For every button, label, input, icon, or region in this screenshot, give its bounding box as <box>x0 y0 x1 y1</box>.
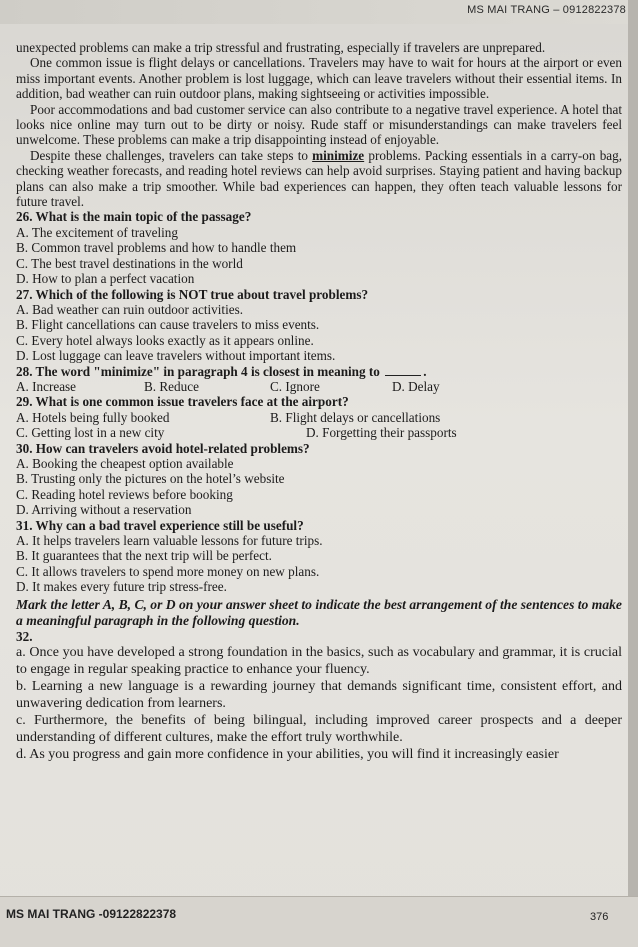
options-row-1 <box>16 410 622 425</box>
option-c: C. Reading hotel reviews before booking <box>16 486 233 502</box>
option-b: B. Flight delays or cancellations <box>270 409 441 425</box>
option-b: B. Flight cancellations can cause travelers to miss events. <box>16 317 320 333</box>
question-stem: 29. What is one common issue travelers face at the airport? <box>16 394 349 410</box>
option-d: D. It makes every future trip stress-free. <box>16 579 227 595</box>
question-number: 32. <box>16 628 33 644</box>
question-26 <box>16 209 622 286</box>
question-stem: 27. Which of the following is NOT true about travel problems? <box>16 286 369 302</box>
question-30 <box>16 441 622 518</box>
option-d: D. Delay <box>392 378 440 394</box>
option-b: B. Trusting only the pictures on the hotel’s website <box>16 471 285 487</box>
page-edge <box>628 0 638 946</box>
question-stem <box>16 364 622 379</box>
answer-blank <box>385 375 421 376</box>
sentence-d: d. As you progress and gain more confidence in your abilities, you will find it increasingly easier <box>16 747 559 763</box>
p4-before: Despite these challenges, travelers can take steps to <box>30 147 308 163</box>
option-d: D. Lost luggage can leave travelers without important items. <box>16 348 336 364</box>
content <box>16 40 622 763</box>
option-a: A. Booking the cheapest option available <box>16 455 234 471</box>
arrangement-instruction: Mark the letter A, B, C, or D on your answer sheet to indicate the best arrangement of the sentences to make a meaningful paragraph in the following question. <box>16 596 622 628</box>
sentence-a: a. Once you have developed a strong foundation in the basics, such as vocabulary and grammar, it is crucial to engage in regular speaking practice to enhance your fluency. <box>16 645 622 678</box>
question-stem: 31. Why can a bad travel experience still be useful? <box>16 517 304 533</box>
passage-paragraph-3: Poor accommodations and bad customer service can also contribute to a negative travel experience. A hotel that looks nice online may turn out to be dirty or noisy. Rude staff or misunderstandings can make travelers feel unwelcome. These problems can make a trip disappointing instead of enjoyable. <box>16 101 622 148</box>
option-a: A. It helps travelers learn valuable lessons for future trips. <box>16 533 323 548</box>
stem-after: " in paragraph 4 is closest in meaning to <box>152 363 380 379</box>
option-c: C. It allows travelers to spend more money on new plans. <box>16 563 320 579</box>
option-b: B. Reduce <box>144 378 199 394</box>
option-d: D. Arriving without a reservation <box>16 502 192 518</box>
passage-paragraph-1: unexpected problems can make a trip stressful and frustrating, especially if travelers are unprepared. <box>16 40 546 55</box>
option-d: D. How to plan a perfect vacation <box>16 271 195 287</box>
passage-paragraph-4 <box>16 148 622 210</box>
question-31 <box>16 518 622 595</box>
header-contact: MS MAI TRANG – 0912822378 <box>467 4 626 16</box>
keyword-minimize: minimize <box>312 147 365 163</box>
option-c: C. Ignore <box>270 378 320 394</box>
option-d: D. Forgetting their passports <box>306 425 457 441</box>
option-a: A. Increase <box>16 378 77 394</box>
page-number: 376 <box>590 911 609 923</box>
question-32 <box>16 629 622 763</box>
footer-contact: MS MAI TRANG -09122822378 <box>6 907 177 921</box>
footer <box>0 896 638 947</box>
question-28 <box>16 364 622 395</box>
option-a: A. Hotels being fully booked <box>16 409 170 425</box>
option-c: C. Every hotel always looks exactly as it appears online. <box>16 332 314 348</box>
stem-end: . <box>423 363 427 379</box>
option-a: A. Bad weather can ruin outdoor activities. <box>16 301 244 317</box>
option-b: B. It guarantees that the next trip will be perfect. <box>16 548 272 564</box>
options-row <box>16 379 622 394</box>
sentence-b: b. Learning a new language is a rewarding journey that demands significant time, consistent effort, and unwavering dedication from learners. <box>16 679 622 712</box>
option-c: C. Getting lost in a new city <box>16 425 165 441</box>
option-a: A. The excitement of traveling <box>16 224 178 240</box>
question-27 <box>16 287 622 364</box>
sentence-c: c. Furthermore, the benefits of being bilingual, including improved career prospects and a deeper understanding of different cultures, make the effort truly worthwhile. <box>16 713 622 746</box>
options-row-2 <box>16 425 622 440</box>
p4-after: problems. Packing essentials in a carry-on bag, checking weather forecasts, and reading hotel reviews can help avoid surprises. Staying patient and having backup plans can also make a trip smoother. While bad experiences can happen, they often teach valuable lessons for future travel. <box>16 147 623 210</box>
passage-paragraph-2: One common issue is flight delays or cancellations. Travelers may have to wait for hours at the airport or even miss important events. Another problem is lost luggage, which can leave travelers without their essential items. In addition, bad weather can ruin outdoor plans, making sightseeing or activities impossible. <box>16 55 622 102</box>
option-b: B. Common travel problems and how to handle them <box>16 240 297 256</box>
question-stem: 30. How can travelers avoid hotel-related problems? <box>16 440 310 456</box>
question-29 <box>16 394 622 440</box>
option-c: C. The best travel destinations in the world <box>16 255 243 271</box>
stem-word: minimize <box>100 363 153 379</box>
header-strip <box>0 0 638 24</box>
question-stem: 26. What is the main topic of the passage? <box>16 209 252 225</box>
stem-before: 28. The word " <box>16 363 101 379</box>
